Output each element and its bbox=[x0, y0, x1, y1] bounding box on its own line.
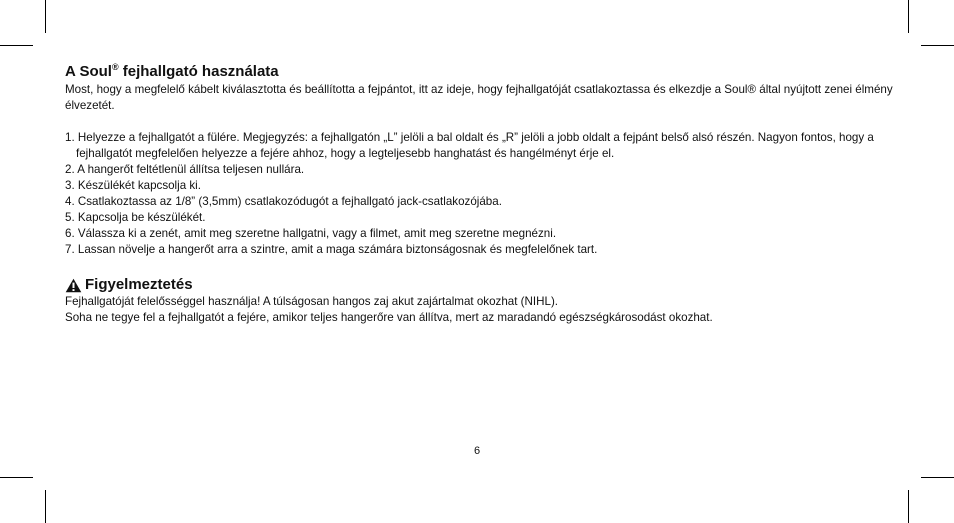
page-content bbox=[65, 63, 895, 326]
section-title-brand: A Soul bbox=[65, 63, 112, 80]
warning-heading bbox=[65, 276, 895, 294]
step-item: 3. Készülékét kapcsolja ki. bbox=[65, 179, 201, 192]
crop-mark-top-left-horizontal bbox=[0, 45, 33, 46]
page-number: 6 bbox=[473, 445, 481, 457]
crop-mark-top-right-horizontal bbox=[921, 45, 954, 46]
intro-paragraph: Most, hogy a megfelelő kábelt kiválasztotta és beállította a fejpántot, itt az ideje, hogy fejhallgatóját csatlakoztassa és elkezdje a Soul® által nyújtott zenei élmény élvezetét. bbox=[65, 83, 893, 112]
step-item: 5. Kapcsolja be készülékét. bbox=[65, 211, 206, 224]
step-item: 6. Válassza ki a zenét, amit meg szeretne hallgatni, vagy a filmet, amit meg szeretne megnézni. bbox=[65, 227, 557, 240]
warning-line: Fejhallgatóját felelősséggel használja! A túlságosan hangos zaj akut zajártalmat okozhat (NIHL). bbox=[65, 295, 559, 308]
crop-mark-bottom-left-vertical bbox=[45, 490, 46, 523]
warning-title: Figyelmeztetés bbox=[85, 276, 193, 293]
crop-mark-top-right-vertical bbox=[908, 0, 909, 33]
crop-mark-bottom-right-vertical bbox=[908, 490, 909, 523]
step-item: 2. A hangerőt feltétlenül állítsa teljesen nullára. bbox=[65, 163, 305, 176]
crop-mark-top-left-vertical bbox=[45, 0, 46, 33]
step-item: 4. Csatlakoztassa az 1/8” (3,5mm) csatlakozódugót a fejhallgató jack-csatlakozójába. bbox=[65, 195, 502, 208]
step-item: 1. Helyezze a fejhallgatót a fülére. Megjegyzés: a fejhallgatón „L” jelöli a bal oldalt és „R” jelöli a jobb oldalt a fejpánt belső alsó részén. Nagyon fontos, hogy a fejhallgatót megfelelően helyezze a fejére ahhoz, hogy a legteljesebb hanghatást és hangélményt érje el. bbox=[65, 131, 874, 160]
steps-list bbox=[65, 130, 895, 258]
crop-mark-bottom-right-horizontal bbox=[921, 477, 954, 478]
step-item: 7. Lassan növelje a hangerőt arra a szintre, amit a maga számára biztonságosnak és megfelelőnek tart. bbox=[65, 243, 598, 256]
section-title-rest: fejhallgató használata bbox=[118, 63, 279, 80]
crop-mark-bottom-left-horizontal bbox=[0, 477, 33, 478]
registered-mark: ® bbox=[111, 62, 119, 72]
warning-text bbox=[65, 294, 895, 326]
warning-line: Soha ne tegye fel a fejhallgatót a fejére, amikor teljes hangerőre van állítva, mert az maradandó egészségkárosodást okozhat. bbox=[65, 311, 713, 324]
warning-icon bbox=[65, 278, 82, 293]
section-title bbox=[65, 63, 895, 81]
